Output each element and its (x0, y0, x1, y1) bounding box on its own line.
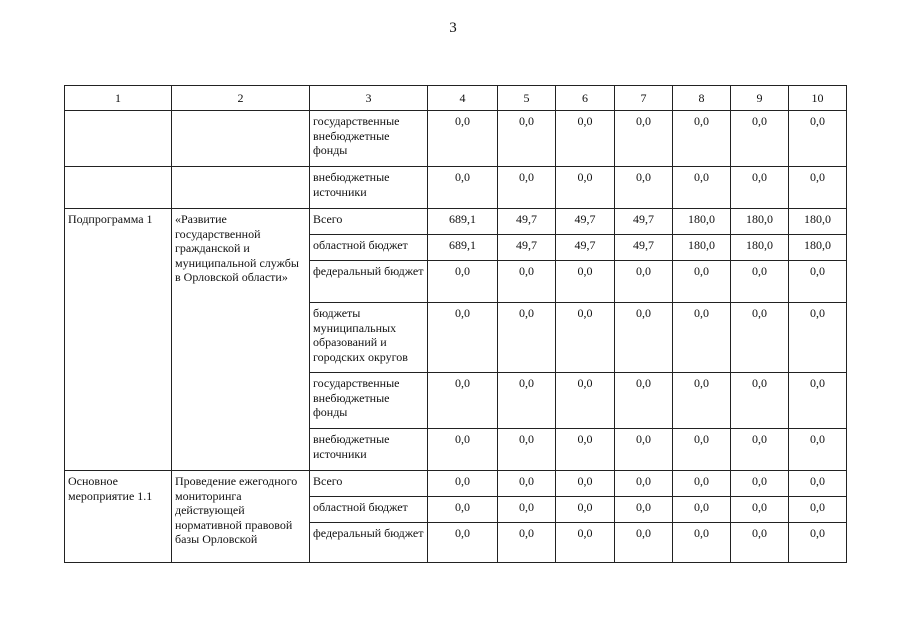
value-cell: 0,0 (789, 429, 847, 471)
program-description-cell: Проведение ежегодного мониторинга действующей нормативной правовой базы Орловской (172, 471, 310, 563)
value-cell: 0,0 (615, 373, 673, 429)
program-description-cell (172, 111, 310, 167)
value-cell: 0,0 (615, 167, 673, 209)
column-header: 3 (310, 86, 428, 111)
value-cell: 180,0 (789, 235, 847, 261)
funding-source-cell: Всего (310, 471, 428, 497)
funding-source-cell: бюджеты муниципальных образований и городских округов (310, 303, 428, 373)
column-header: 7 (615, 86, 673, 111)
value-cell: 180,0 (673, 209, 731, 235)
value-cell: 0,0 (731, 471, 789, 497)
value-cell: 0,0 (615, 303, 673, 373)
program-name-cell (65, 111, 172, 167)
column-header: 2 (172, 86, 310, 111)
value-cell: 0,0 (498, 303, 556, 373)
value-cell: 49,7 (556, 209, 615, 235)
budget-table (64, 85, 847, 563)
column-header: 1 (65, 86, 172, 111)
table-row (65, 209, 847, 235)
value-cell: 0,0 (673, 497, 731, 523)
value-cell: 180,0 (731, 209, 789, 235)
value-cell: 0,0 (789, 303, 847, 373)
value-cell: 0,0 (615, 111, 673, 167)
funding-source-cell: областной бюджет (310, 497, 428, 523)
value-cell: 0,0 (556, 471, 615, 497)
value-cell: 0,0 (673, 261, 731, 303)
value-cell: 0,0 (789, 471, 847, 497)
value-cell: 0,0 (615, 261, 673, 303)
table-header-row (65, 86, 847, 111)
value-cell: 0,0 (789, 167, 847, 209)
value-cell: 0,0 (673, 429, 731, 471)
value-cell: 0,0 (673, 303, 731, 373)
value-cell: 0,0 (428, 429, 498, 471)
value-cell: 180,0 (731, 235, 789, 261)
funding-source-cell: федеральный бюджет (310, 261, 428, 303)
value-cell: 0,0 (615, 471, 673, 497)
value-cell: 0,0 (428, 111, 498, 167)
value-cell: 0,0 (731, 111, 789, 167)
column-header: 6 (556, 86, 615, 111)
program-name-cell: Подпрограмма 1 (65, 209, 172, 471)
column-header: 5 (498, 86, 556, 111)
value-cell: 0,0 (789, 523, 847, 563)
column-header: 4 (428, 86, 498, 111)
value-cell: 0,0 (789, 261, 847, 303)
value-cell: 0,0 (673, 523, 731, 563)
value-cell: 0,0 (428, 167, 498, 209)
value-cell: 0,0 (731, 523, 789, 563)
value-cell: 49,7 (498, 235, 556, 261)
column-header: 9 (731, 86, 789, 111)
value-cell: 49,7 (615, 235, 673, 261)
value-cell: 0,0 (498, 471, 556, 497)
value-cell: 0,0 (428, 373, 498, 429)
table-row (65, 167, 847, 209)
program-name-cell (65, 167, 172, 209)
value-cell: 0,0 (731, 303, 789, 373)
value-cell: 0,0 (615, 497, 673, 523)
value-cell: 49,7 (556, 235, 615, 261)
value-cell: 0,0 (556, 373, 615, 429)
value-cell: 0,0 (428, 471, 498, 497)
column-header: 10 (789, 86, 847, 111)
value-cell: 0,0 (789, 373, 847, 429)
value-cell: 0,0 (615, 429, 673, 471)
funding-source-cell: государственные внебюджетные фонды (310, 373, 428, 429)
value-cell: 0,0 (673, 471, 731, 497)
funding-source-cell: федеральный бюджет (310, 523, 428, 563)
funding-source-cell: Всего (310, 209, 428, 235)
value-cell: 0,0 (428, 303, 498, 373)
value-cell: 49,7 (615, 209, 673, 235)
value-cell: 689,1 (428, 209, 498, 235)
funding-source-cell: областной бюджет (310, 235, 428, 261)
value-cell: 0,0 (498, 261, 556, 303)
value-cell: 0,0 (556, 429, 615, 471)
funding-source-cell: внебюджетные источники (310, 429, 428, 471)
page-number: 3 (449, 20, 457, 36)
value-cell: 0,0 (731, 167, 789, 209)
value-cell: 0,0 (731, 497, 789, 523)
value-cell: 0,0 (789, 497, 847, 523)
value-cell: 0,0 (428, 497, 498, 523)
value-cell: 0,0 (556, 303, 615, 373)
column-header: 8 (673, 86, 731, 111)
value-cell: 0,0 (615, 523, 673, 563)
program-name-cell: Основное мероприятие 1.1 (65, 471, 172, 563)
value-cell: 0,0 (556, 167, 615, 209)
value-cell: 0,0 (498, 111, 556, 167)
value-cell: 49,7 (498, 209, 556, 235)
funding-source-cell: государственные внебюджетные фонды (310, 111, 428, 167)
table-row (65, 471, 847, 497)
value-cell: 0,0 (428, 523, 498, 563)
program-description-cell: «Развитие государственной гражданской и муниципальной службы в Орловской области» (172, 209, 310, 471)
value-cell: 0,0 (731, 261, 789, 303)
funding-source-cell: внебюджетные источники (310, 167, 428, 209)
value-cell: 0,0 (556, 111, 615, 167)
value-cell: 0,0 (498, 523, 556, 563)
value-cell: 0,0 (556, 523, 615, 563)
value-cell: 180,0 (673, 235, 731, 261)
value-cell: 0,0 (428, 261, 498, 303)
value-cell: 0,0 (498, 497, 556, 523)
table-row (65, 111, 847, 167)
value-cell: 0,0 (556, 261, 615, 303)
value-cell: 0,0 (556, 497, 615, 523)
value-cell: 0,0 (673, 167, 731, 209)
value-cell: 0,0 (673, 111, 731, 167)
value-cell: 0,0 (731, 373, 789, 429)
value-cell: 180,0 (789, 209, 847, 235)
value-cell: 0,0 (498, 373, 556, 429)
value-cell: 0,0 (789, 111, 847, 167)
value-cell: 0,0 (731, 429, 789, 471)
value-cell: 0,0 (498, 429, 556, 471)
value-cell: 0,0 (498, 167, 556, 209)
value-cell: 0,0 (673, 373, 731, 429)
value-cell: 689,1 (428, 235, 498, 261)
program-description-cell (172, 167, 310, 209)
